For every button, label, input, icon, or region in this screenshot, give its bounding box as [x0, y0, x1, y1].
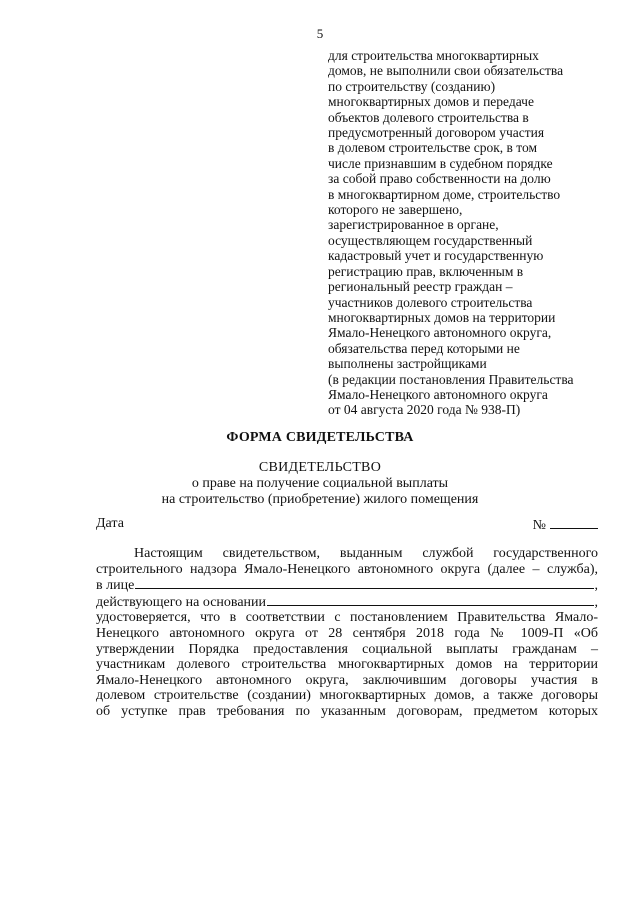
header-line: для строительства многоквартирных	[328, 48, 539, 63]
number-blank-line[interactable]	[550, 516, 598, 529]
header-line: обязательства перед которыми не	[328, 340, 520, 356]
in-person-blank[interactable]	[135, 577, 593, 589]
header-line: объектов долевого строительства в	[328, 109, 529, 125]
header-line: многоквартирных домов на территории	[328, 309, 556, 325]
header-line: от 04 августа 2020 года № 938-П)	[328, 402, 521, 418]
body-line: участникам долевого строительства многоквартирных домов на территории	[96, 657, 598, 673]
header-line: в многоквартирном доме, строительство	[328, 186, 561, 202]
in-person-label: в лице	[96, 578, 135, 594]
appendix-header-block	[328, 48, 633, 418]
body-line: утверждении Порядка предоставления социальной выплаты гражданам –	[96, 641, 598, 657]
header-line: зарегистрированное в органе,	[328, 217, 499, 233]
number-label: №	[532, 518, 546, 533]
form-heading: ФОРМА СВИДЕТЕЛЬСТВА	[226, 430, 414, 445]
body-line: Настоящим свидетельством, выданным службой государственного	[134, 546, 598, 561]
trailing-comma: ,	[594, 594, 598, 610]
acting-basis-blank[interactable]	[267, 594, 593, 606]
body-line: строительного надзора Ямало-Ненецкого автономного округа (далее – служба),	[96, 561, 598, 577]
trailing-comma: ,	[594, 578, 598, 594]
header-line: участников долевого строительства	[328, 294, 533, 310]
acting-basis-label: действующего на основании	[96, 594, 267, 610]
page-number: 5	[316, 26, 324, 41]
header-line: домов, не выполнили свои обязательства	[328, 63, 564, 79]
in-person-fill-line[interactable]	[96, 577, 598, 594]
header-line: (в редакции постановления Правительства	[328, 371, 574, 387]
header-line: многоквартирных домов и передаче	[328, 94, 534, 110]
certificate-body-text	[96, 546, 598, 720]
header-line: которого не завершено,	[328, 202, 463, 218]
header-line: кадастровый учет и государственную	[328, 248, 544, 264]
certificate-number-field[interactable]	[533, 516, 598, 534]
header-line: выполнены застройщиками	[328, 356, 487, 372]
header-line: предусмотренный договором участия	[328, 125, 545, 141]
header-line: Ямало-Ненецкого автономного округа,	[328, 325, 552, 341]
body-line: об уступке прав требования по указанным договорам, предметом которых	[96, 703, 598, 719]
header-line: осуществляющем государственный	[328, 232, 533, 248]
certificate-subtitle-line: на строительство (приобретение) жилого помещения	[161, 492, 479, 507]
acting-basis-fill-line[interactable]	[96, 594, 598, 611]
body-line: долевом строительстве (создании) многоквартирных домов, а также договоры	[96, 688, 598, 704]
header-line: за собой право собственности на долю	[328, 171, 551, 187]
certificate-subtitle	[0, 476, 640, 508]
date-label: Дата	[96, 516, 124, 531]
body-line: Ямало-Ненецкого автономного округа, заключившим договоры участия в	[96, 672, 598, 688]
header-line: регистрацию прав, включенным в	[328, 263, 524, 279]
certificate-title: СВИДЕТЕЛЬСТВО	[258, 460, 382, 475]
header-line: по строительству (созданию)	[328, 78, 496, 94]
header-line: Ямало-Ненецкого автономного округа	[328, 386, 548, 402]
body-line: Ненецкого автономного округа от 28 сентября 2018 года № 1009-П «Об	[96, 625, 598, 641]
certificate-subtitle-line: о праве на получение социальной выплаты	[191, 476, 449, 491]
header-line: региональный реестр граждан –	[328, 279, 513, 295]
header-line: в долевом строительстве срок, в том	[328, 140, 538, 156]
header-line: числе признавшим в судебном порядке	[328, 155, 553, 171]
body-line: удостоверяется, что в соответствии с постановлением Правительства Ямало-	[96, 610, 598, 626]
